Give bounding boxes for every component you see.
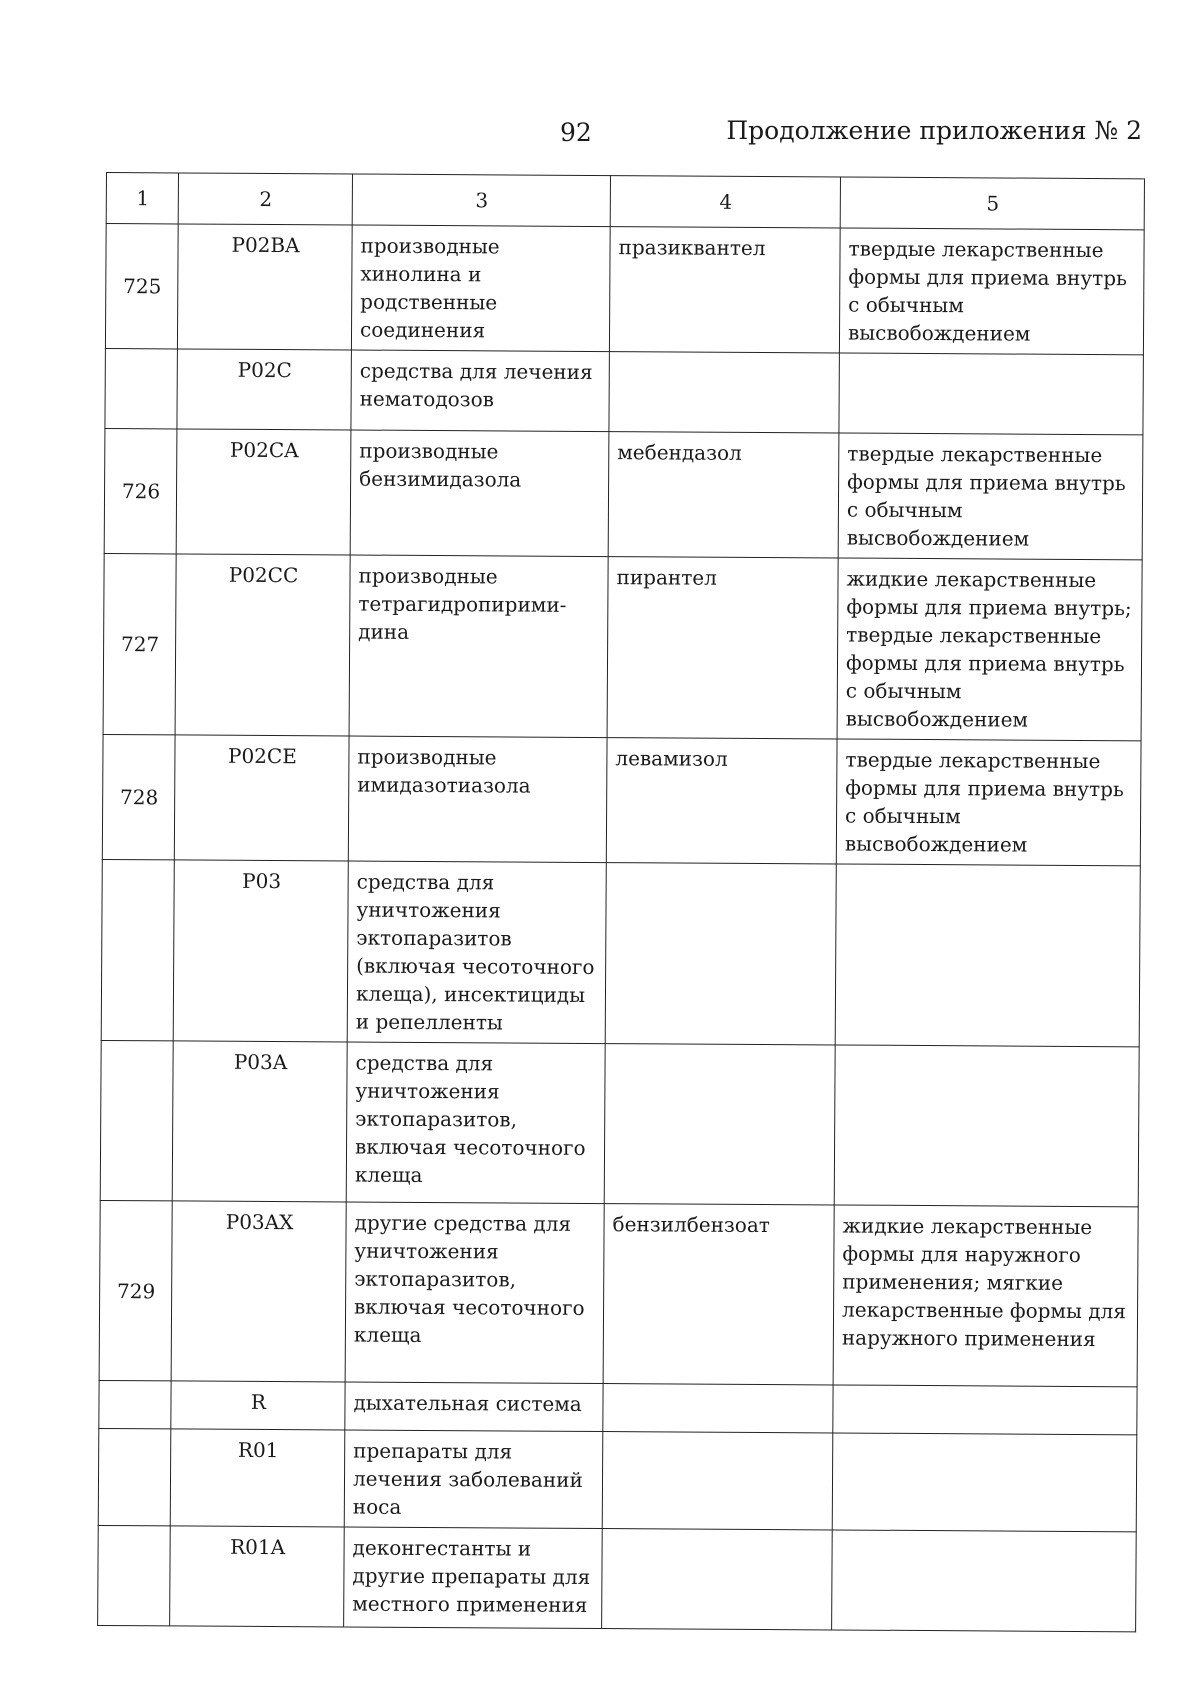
drug-name — [609, 352, 839, 433]
row-number — [98, 1525, 171, 1625]
drug-name: бензилбензоат — [603, 1204, 834, 1385]
drug-group: другие средства для уничтожения эктопаразитов, включая чесоточного клеща — [345, 1202, 604, 1384]
drug-group: деконгестанты и другие препараты для местного применения — [344, 1527, 603, 1629]
dosage-form: твердые лекарственные формы для приема внутрь с обычным высвобождением — [836, 739, 1141, 866]
drug-name — [603, 1384, 833, 1433]
atc-code: R01 — [170, 1429, 345, 1527]
column-header: 1 — [106, 173, 178, 224]
table-row — [100, 1040, 1139, 1206]
row-number — [99, 1380, 171, 1428]
atc-code: P02CC — [175, 554, 350, 736]
medication-table — [97, 172, 1145, 1632]
dosage-form — [839, 353, 1143, 435]
drug-name — [605, 863, 836, 1045]
drug-name: пирантел — [607, 557, 838, 739]
drug-group: средства для лечения нематодозов — [351, 350, 609, 432]
dosage-form — [832, 1433, 1137, 1532]
table-header-row — [106, 173, 1144, 230]
table-row — [99, 1380, 1137, 1434]
dosage-form — [835, 864, 1140, 1047]
dosage-form: твердые лекарственные формы для приема внутрь с обычным высвобождением — [839, 228, 1144, 355]
atc-code: P03 — [173, 860, 348, 1042]
row-number: 726 — [104, 428, 177, 553]
row-number — [105, 348, 177, 428]
table-row — [98, 1525, 1137, 1631]
page-number: 92 — [560, 118, 592, 147]
table-row — [104, 428, 1143, 559]
atc-code: P03AX — [171, 1201, 346, 1382]
drug-group: препараты для лечения заболеваний носа — [344, 1430, 603, 1529]
drug-name: празиквантел — [609, 227, 840, 353]
drug-name: левамизол — [606, 738, 837, 864]
table-row — [105, 224, 1144, 355]
drug-name — [604, 1044, 835, 1205]
row-number — [98, 1428, 171, 1525]
table-row — [103, 553, 1142, 740]
atc-code: P03A — [172, 1041, 347, 1202]
row-number: 729 — [99, 1200, 172, 1380]
dosage-form: жидкие лекарственные формы для наружного применения; мягкие лекарственные формы для наружного применения — [833, 1205, 1138, 1387]
drug-group: производные бензимидазола — [350, 430, 609, 557]
table-row — [105, 348, 1143, 434]
table-row — [98, 1428, 1137, 1531]
drug-group: производные хинолина и родственные соединения — [351, 225, 610, 352]
row-number — [100, 1040, 173, 1200]
column-header: 3 — [352, 174, 610, 227]
column-header: 4 — [610, 176, 840, 228]
drug-name — [602, 1432, 833, 1530]
column-header: 2 — [178, 173, 352, 225]
row-number: 728 — [102, 734, 175, 859]
column-header: 5 — [840, 177, 1144, 230]
atc-code: P02CE — [174, 735, 349, 861]
row-number: 727 — [103, 553, 176, 734]
dosage-form — [832, 1530, 1137, 1632]
dosage-form: твердые лекарственные формы для приема внутрь с обычным высвобождением — [838, 433, 1143, 560]
dosage-form — [833, 1385, 1137, 1435]
row-number — [101, 859, 174, 1040]
atc-code: R01A — [170, 1526, 345, 1627]
drug-group: производные имидазотиазола — [348, 736, 607, 863]
row-number: 725 — [105, 224, 178, 349]
table-row — [102, 734, 1141, 865]
dosage-form — [834, 1045, 1139, 1207]
drug-group: дыхательная система — [345, 1382, 603, 1432]
atc-code: P02BA — [177, 224, 352, 350]
drug-group: средства для уничтожения эктопаразитов (включая чесоточного клеща), инсектициды и репелленты — [347, 861, 606, 1044]
atc-code: P02CA — [176, 429, 351, 555]
drug-group: средства для уничтожения эктопаразитов, включая чесоточного клеща — [346, 1042, 605, 1204]
drug-name: мебендазол — [608, 432, 839, 558]
table-row — [101, 859, 1140, 1046]
atc-code: P02C — [177, 349, 351, 430]
drug-name — [602, 1529, 833, 1630]
table-row — [99, 1200, 1138, 1386]
drug-group: производные тетрагидропирими-дина — [349, 555, 608, 738]
dosage-form: жидкие лекарственные формы для приема внутрь; твердые лекарственные формы для приема внутрь с обычным высвобождением — [837, 558, 1142, 741]
appendix-title: Продолжение приложения № 2 — [726, 116, 1142, 145]
atc-code: R — [171, 1381, 345, 1430]
